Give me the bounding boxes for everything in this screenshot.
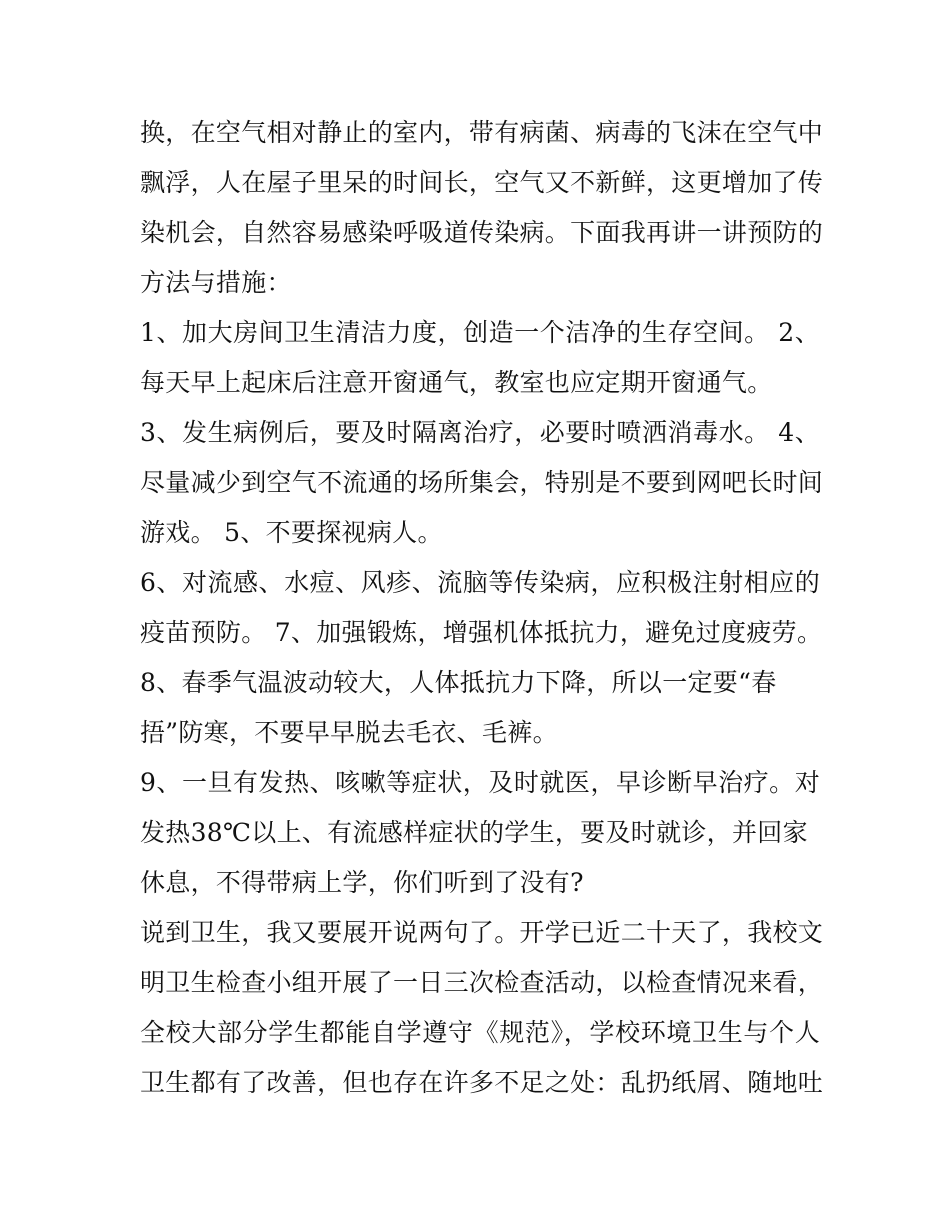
- text-line: 换，在空气相对静止的室内，带有病菌、病毒的飞沫在空气中: [140, 118, 824, 147]
- text-line: 发热38℃以上、有流感样症状的学生，要及时就诊，并回家: [140, 818, 808, 847]
- text-line: 捂”防寒，不要早早脱去毛衣、毛裤。: [140, 718, 558, 747]
- text-line: 休息，不得带病上学，你们听到了没有?: [140, 868, 584, 897]
- text-line: 3、发生病例后，要及时隔离治疗，必要时喷洒消毒水。 4、: [140, 418, 820, 447]
- text-line: 9、一旦有发热、咳嗽等症状，及时就医，早诊断早治疗。对: [140, 768, 820, 797]
- text-line: 游戏。 5、不要探视病人。: [140, 518, 443, 547]
- text-line: 1、加大房间卫生清洁力度，创造一个洁净的生存空间。 2、: [140, 318, 820, 347]
- text-line: 方法与措施：: [140, 268, 292, 297]
- text-line: 8、春季气温波动较大，人体抵抗力下降，所以一定要“春: [140, 668, 777, 697]
- text-line: 飘浮，人在屋子里呆的时间长，空气又不新鲜，这更增加了传: [140, 168, 824, 197]
- text-line: 尽量减少到空气不流通的场所集会，特别是不要到网吧长时间: [140, 468, 824, 497]
- text-line: 染机会，自然容易感染呼吸道传染病。下面我再讲一讲预防的: [140, 218, 824, 247]
- text-line: 说到卫生，我又要展开说两句了。开学已近二十天了，我校文: [140, 918, 824, 947]
- text-line: 卫生都有了改善，但也存在许多不足之处：乱扔纸屑、随地吐: [140, 1068, 824, 1097]
- text-line: 明卫生检查小组开展了一日三次检查活动，以检查情况来看，: [140, 968, 824, 997]
- text-line: 疫苗预防。 7、加强锻炼，增强机体抵抗力，避免过度疲劳。: [140, 618, 823, 647]
- text-line: 每天早上起床后注意开窗通气，教室也应定期开窗通气。: [140, 368, 773, 397]
- text-line: 全校大部分学生都能自学遵守《规范》，学校环境卫生与个人: [140, 1018, 820, 1047]
- body-text: [140, 108, 824, 1108]
- text-line: 6、对流感、水痘、风疹、流脑等传染病，应积极注射相应的: [140, 568, 820, 597]
